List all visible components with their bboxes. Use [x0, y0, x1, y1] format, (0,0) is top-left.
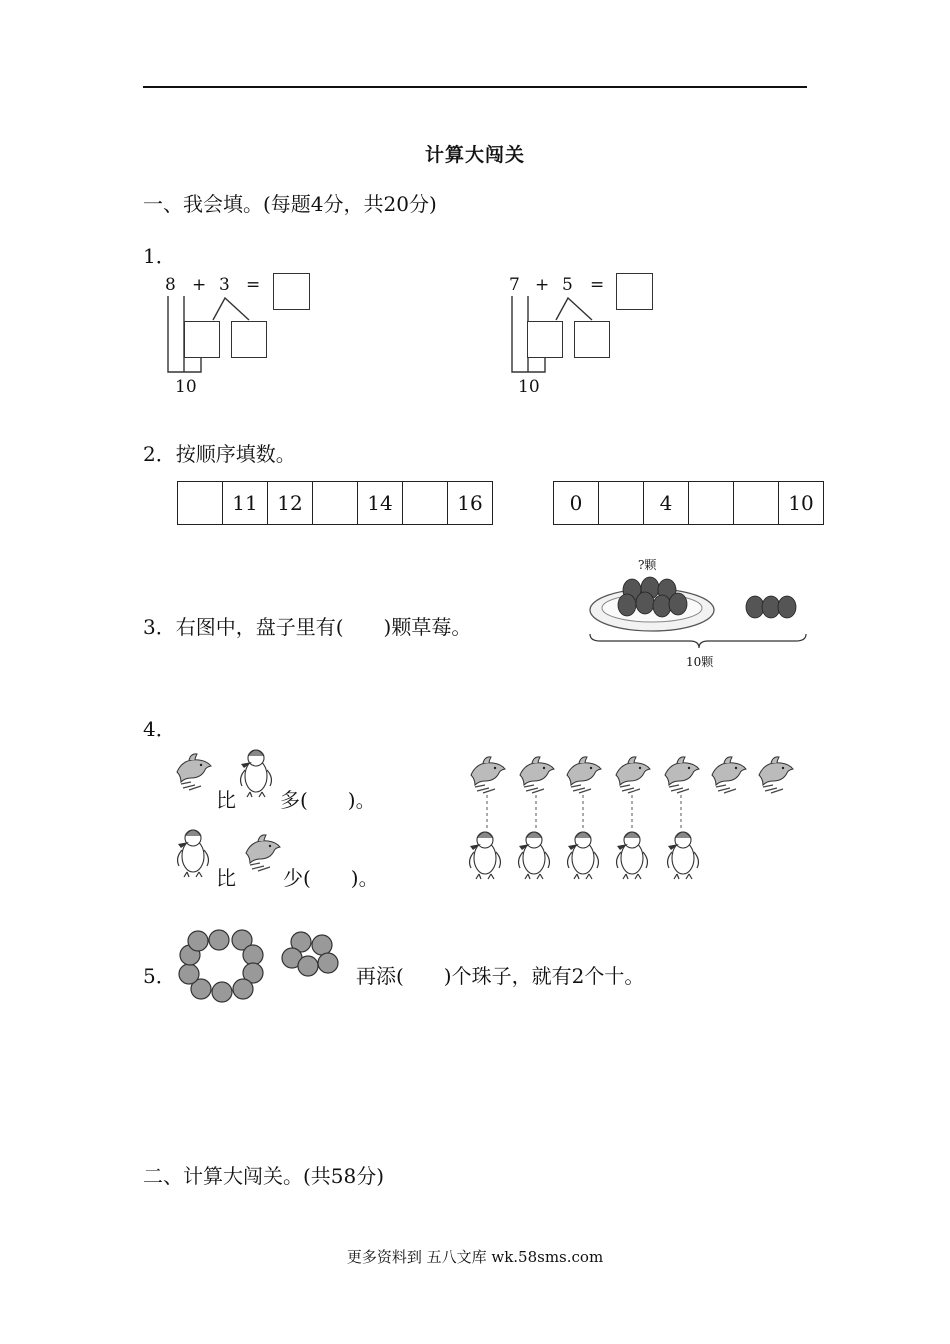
q1-left-plus: + — [192, 275, 207, 295]
page-title: 计算大闯关 — [424, 144, 525, 166]
q5-text: 再添( )个珠子，就有2个十。 — [356, 964, 645, 988]
seq1-cell: 14 — [358, 482, 403, 525]
q1-right-ten: 10 — [518, 377, 540, 397]
q1-right-plus: + — [535, 275, 550, 295]
seq1-cell: 12 — [268, 482, 313, 525]
q1-label: 1． — [143, 244, 176, 268]
seq2-cell: 4 — [644, 482, 689, 525]
q1-left-addend-b: 3 — [219, 275, 230, 295]
q4-label: 4． — [143, 717, 176, 741]
seq2-cell: 10 — [779, 482, 824, 525]
seq1-cell: 11 — [223, 482, 268, 525]
q4-line1-bi: 比 — [216, 788, 236, 812]
footer-source: 更多资料到 五八文库 wk.58sms.com — [346, 1248, 604, 1266]
q1-right-addend-b: 5 — [562, 275, 573, 295]
q3-total-label: 10颗 — [686, 655, 714, 669]
q5-label: 5． — [143, 964, 176, 988]
bead-ring — [179, 930, 263, 1002]
q1-left-addend-a: 8 — [165, 275, 176, 295]
q1-right-addend-a: 7 — [509, 275, 520, 295]
q1-left-equals: = — [246, 275, 261, 295]
q1-left-ten: 10 — [175, 377, 197, 397]
q3-text: 3．右图中，盘子里有( )颗草莓。 — [143, 615, 472, 639]
q3-question-label: ?颗 — [638, 558, 657, 572]
seq1-cell: 16 — [448, 482, 493, 525]
q2-label: 2．按顺序填数。 — [143, 442, 296, 466]
section-2-heading: 二、计算大闯关。(共58分) — [143, 1164, 385, 1188]
loose-beads — [282, 932, 338, 976]
q4-line2-bi: 比 — [216, 866, 236, 890]
q4-line1-rest: 多( )。 — [280, 788, 376, 812]
q4-line2-rest: 少( )。 — [283, 866, 379, 890]
seq2-cell: 0 — [554, 482, 599, 525]
q1-right-equals: = — [590, 275, 605, 295]
section-1-heading: 一、我会填。(每题4分，共20分) — [143, 192, 437, 216]
